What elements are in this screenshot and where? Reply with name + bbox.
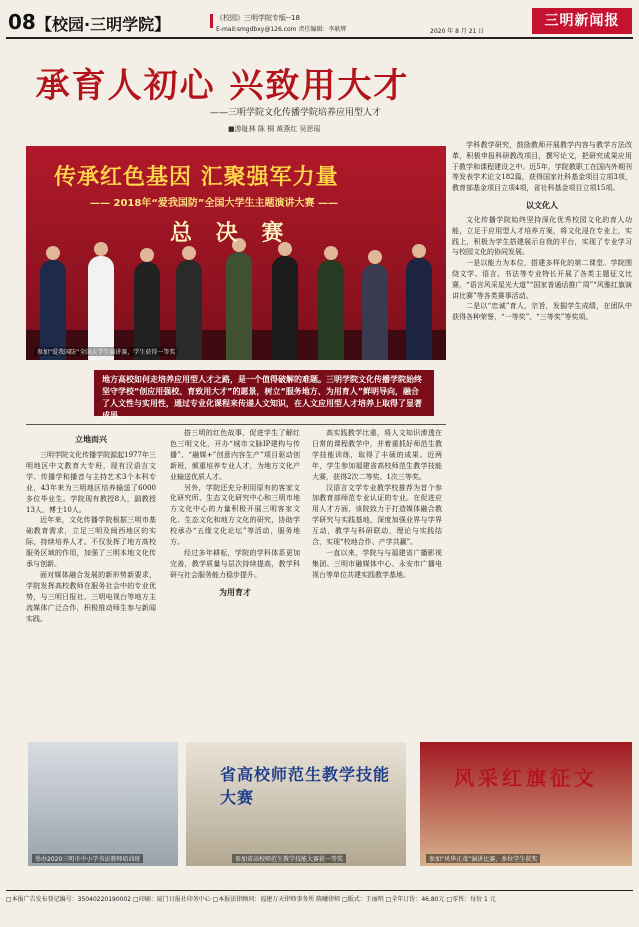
article-title: 承育人初心 兴致用大才 — [35, 66, 410, 106]
body-divider — [26, 424, 446, 425]
paragraph: 二是以“忠诚”育人，宗旨，发掘学生成绩，在团队中获得各种荣誉，“一等奖”、“三等奖”等奖项。 — [452, 302, 632, 322]
paragraph: 高实践教学比重，将人文知识渗透在日常的课程教学中，并着重抓好师范生教学技能训练，取得了丰硕的成果。近两年，学生参加福建省高校师范生教学技能大赛，获得2次二等奖、1次三等奖。 — [312, 429, 442, 481]
paragraph: 面对媒体融合发展的新形势新要求，学院发挥高校教师在服务社会中的专业优势，与三明日报社、三明电视台等地方主流媒体广泛合作，积极推动师生参与新闻实践。 — [26, 570, 156, 623]
person-figure — [362, 264, 388, 360]
bottom-photo-contest — [186, 742, 406, 866]
paragraph: 近年来，文化传播学院根据三明市基础教育需求，立足三明及闽西地区的实际，持续培养人才。不仅发挥了地方高校服务区域的作用，加强了三明本地文化传承与创新。 — [26, 516, 156, 569]
newspaper-logo: 三明新闻报 — [532, 8, 632, 34]
person-figure — [406, 258, 432, 360]
bottom-photo-training — [28, 742, 178, 866]
header-divider — [6, 37, 633, 39]
paragraph: 三明学院文化传播学院源起1977年三明地区中文教育大专班，现有汉语言文学、传播学和播音与主持艺术3个本科专业，43年来为三明地区培养输送了6000多位毕业生。学院现有教授8人，副教授13人，博士10人。 — [26, 451, 156, 514]
paragraph: 文化传播学院始终坚持深化优秀校园文化的育人功能，立足于应用型人才培养方案，将文化浸在专业上，实践上，积极为学生搭建展示自我的平台，实现了专业学习与校园文化的协同发展。 — [452, 215, 632, 257]
paragraph: 搭三明的红色故事，促进学生了解红色三明文化，开办“城市文脉IP建构与传播”、“融媒+”创意内容生产”项目驱动创新班，倾重培养专业人才，为地方文化产业输送优质人才。 — [170, 429, 300, 481]
photo-banner-title: 传承红色基因 汇聚强军力量 — [54, 165, 339, 190]
paragraph: 一是以能力为本位，搭建多样化的第二课堂。学院围绕文学、语言、书法等专业特长开展了各类主题征文比赛，“语言风采星光大道”“国家普通话推广周”“风雅红旗演讲比赛”等各类赛事活动。 — [452, 259, 632, 300]
person-figure — [40, 260, 66, 360]
photo-caption: 参加“风华正茂”演讲比赛，多位学生获奖 — [426, 854, 540, 863]
header-accent-bar — [210, 14, 213, 28]
speech-banner: 风采红旗征文 — [454, 766, 598, 790]
photo-caption: 参加省高校师范生教学技能大赛获一等奖 — [232, 854, 346, 863]
lead-paragraph: 地方高校如何走培养应用型人才之路，是一个值得破解的难题。三明学院文化传播学院始终坚守学校“创应用强校、育致用大才”的愿景，树立“服务地方、为用育人”鲜明导向，融合了人文性与实用性，通过专业化课程来传递人文知识，在人文应用型人才培养上取得了显著成果。 — [94, 370, 434, 416]
person-figure — [272, 256, 298, 360]
footer-info: □本报广告发布登记编号：35040220190002 □印刷：厦门日报社印务中心 □本报法律顾问：福建万天律师事务所 陈曦律师 □版式：王丽明 □全年订价：46.80元 □零售：每份 1 元 — [6, 890, 633, 903]
paragraph: 一直以来，学院与与福建省广播影视集团、三明市融媒体中心、永安市广播电视台等单位共建实践教学基地。 — [312, 548, 442, 579]
paragraph: 经过多年耕耘，学院的学科体系更加完善，教学质量与层次持续提高，教学科研与社会服务能力稳步提升。 — [170, 548, 300, 579]
editor-email: E-mail:smgdbxy@126.com 责任编辑：李耿辉 — [216, 26, 347, 33]
body-column-1 — [26, 428, 156, 625]
page-number: 08 — [8, 10, 36, 34]
section-heading: 以文化人 — [526, 200, 558, 210]
bottom-photo-speech — [420, 742, 632, 866]
edition-label: 《校园》三明学院专版--18 — [216, 14, 300, 22]
person-figure — [318, 260, 344, 360]
section-heading: 立地而兴 — [75, 435, 107, 444]
photo-caption: 参加“爱我国防”全国大学生演讲赛，学生获得一等奖 — [34, 347, 178, 356]
contest-banner: 省高校师范生教学技能大赛 — [220, 765, 391, 807]
paragraph: 汉语言文学专业教学校推荐为首个参加教育部师范专业认证的专业。在促进应用人才方面，该院致力于打造媒体融合教学研究与实践基地，深度加强业界与学界互动，教学与科研联动，理论与实践结合，实现“校地合作、产学共赢”。 — [312, 483, 442, 547]
body-column-3 — [312, 428, 442, 581]
paragraph: 学科教学研究，鼓励教师开展教学内容与教学方法改革，积极申报科研教改项目，撰写论文，把研究成果应用于教学和课程建设之中。近5年，学院教职工在国内外期刊等发表学术论文182篇，获得国家社科基金项目立项3项，教育部基金项目立项4项，省社科基金项目立项15项。 — [452, 141, 632, 193]
person-figure — [226, 252, 252, 360]
body-column-2 — [170, 428, 300, 603]
right-column — [452, 140, 632, 323]
issue-date: 2020 年 8 月 21 日 — [430, 28, 485, 35]
person-figure — [134, 262, 160, 360]
photo-caption: 举办2020三明市中小学书法教师培训班 — [32, 854, 143, 863]
person-figure — [176, 260, 202, 360]
section-heading: 为用育才 — [219, 587, 251, 597]
section-title: 【校园·三明学院】 — [36, 15, 171, 34]
article-byline: ■游耻林 陈 桐 黄燕红 吴思瑶 — [228, 125, 321, 133]
paragraph: 另外，学院还充分利用原有的客家文化研究所、生态文化研究中心和三明市地方文化中心的力量积极开展三明客家文化、生态文化和地方文化的研究，协助学校承办“五缘文化论坛”等活动，服务地方。 — [170, 483, 300, 547]
photo-banner-final: 总 决 赛 — [170, 221, 292, 246]
person-figure — [88, 256, 114, 360]
photo-banner-subtitle: —— 2018年“爱我国防”全国大学生主题演讲大赛 —— — [90, 198, 338, 209]
article-subtitle: ——三明学院文化传播学院培养应用型人才 — [210, 108, 382, 118]
